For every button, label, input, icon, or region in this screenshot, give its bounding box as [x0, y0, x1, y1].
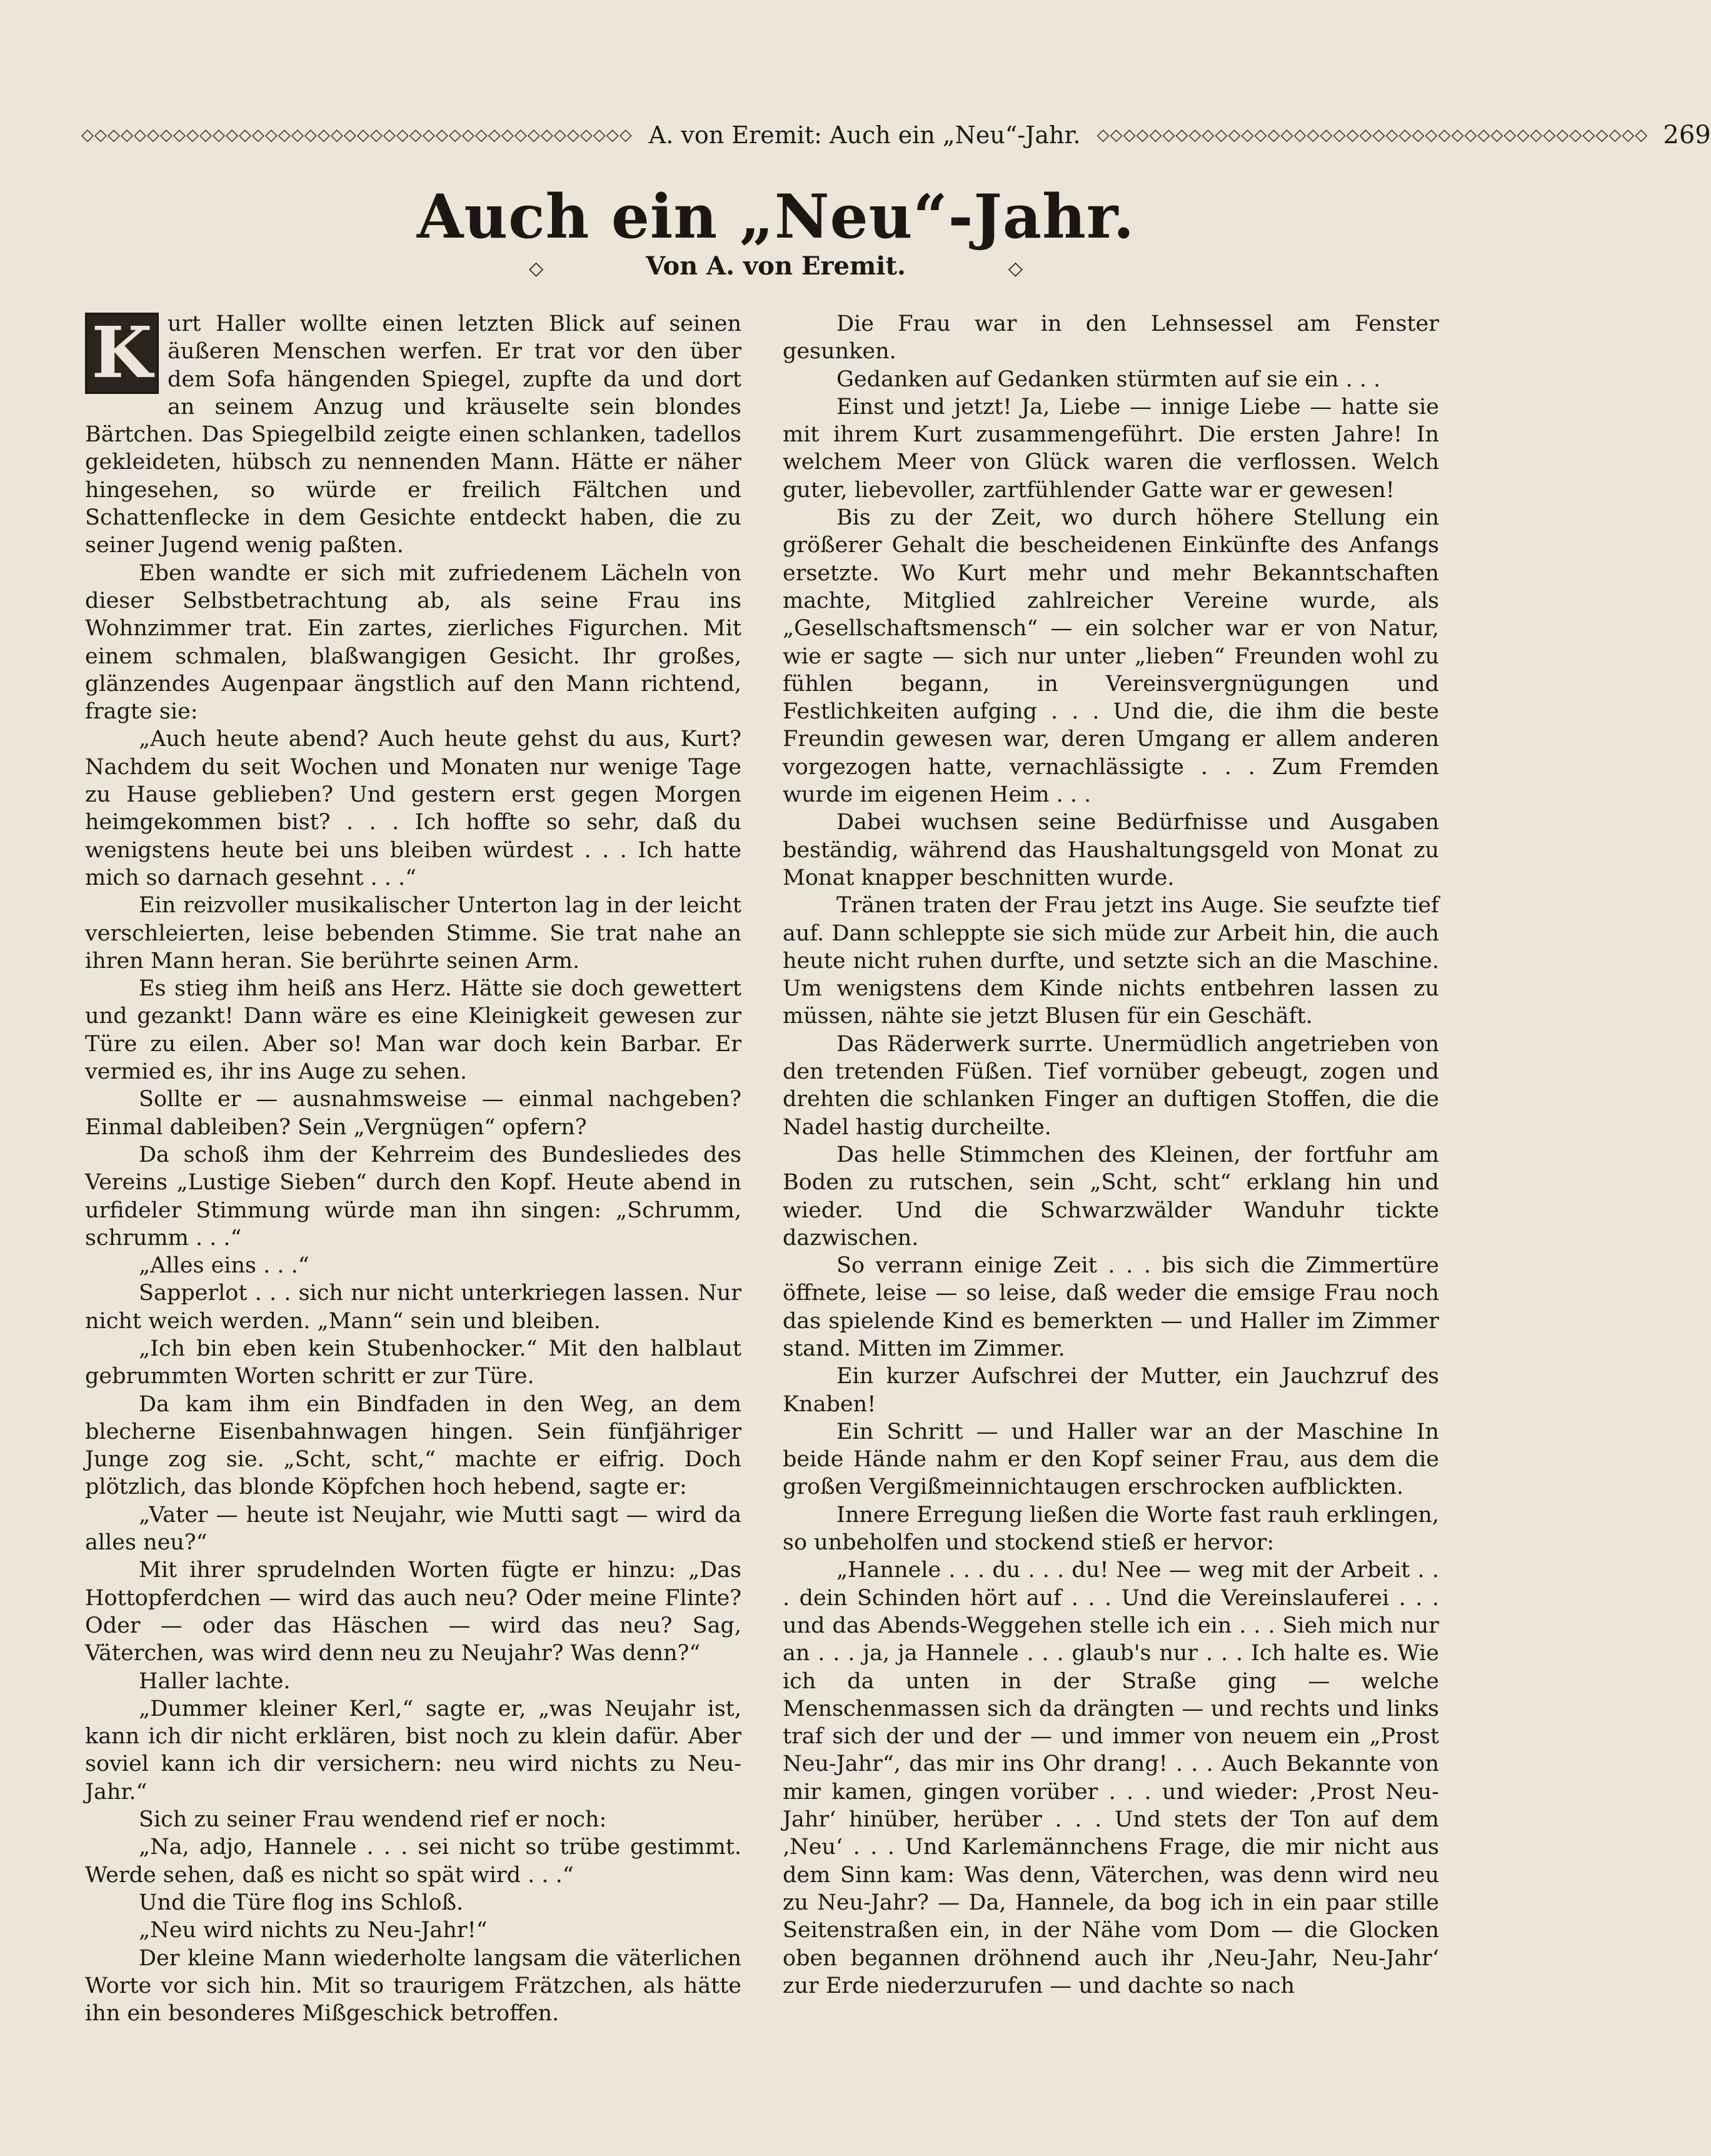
paragraph-text: Eben wandte er sich mit zufriedenem Lächeln von dieser Selbstbetrachtung ab, als seine Frau ins Wohnzimmer trat. Ein zartes, zierliches Figurchen. Mit einem schmalen, blaßwangigen Gesicht. Ihr großes, glänzendes Augenpaar ängstlich auf den Mann richtend, fragte sie:: [85, 560, 741, 725]
paragraph: [783, 393, 1439, 504]
paragraph-text: Sich zu seiner Frau wendend rief er noch:: [139, 1807, 607, 1833]
paragraph: [85, 1556, 741, 1667]
byline-ornament-left: ◇: [529, 258, 544, 280]
paragraph: [783, 1418, 1439, 1501]
paragraph: [783, 310, 1439, 366]
paragraph: [85, 1391, 741, 1501]
paragraph: [85, 1086, 741, 1141]
paragraph: [783, 1252, 1439, 1363]
paragraph-text: So verrann einige Zeit . . . bis sich die Zimmertüre öffnete, leise — so leise, daß weder die emsige Frau noch das spielende Kind es bemerkten — und Haller im Zimmer stand. Mitten im Zimmer.: [783, 1253, 1439, 1361]
paragraph-text: „Ich bin eben kein Stubenhocker.“ Mit den halblaut gebrummten Worten schritt er zur Türe.: [85, 1336, 741, 1389]
paragraph: [85, 1889, 741, 1917]
paragraph: [85, 560, 741, 726]
paragraph-text: Dabei wuchsen seine Bedürfnisse und Ausgaben beständig, während das Haushaltungsgeld von Monat zu Monat knapper beschnitten wurde.: [783, 810, 1439, 890]
paragraph-text: Tränen traten der Frau jetzt ins Auge. Sie seufzte tief auf. Dann schleppte sie sich müde zur Arbeit hin, die auch heute nicht ruhen durfte, und setzte sich an die Maschine. Um wenigstens dem Kinde nichts entbehren lassen zu müssen, nähte sie jetzt Blusen für ein Geschäft.: [783, 893, 1439, 1029]
paragraph: [85, 1501, 741, 1557]
header-ornament-right: ◇◇◇◇◇◇◇◇◇◇◇◇◇◇◇◇◇◇◇◇◇◇◇◇◇◇◇◇◇◇◇◇◇◇◇◇◇◇◇◇◇◇: [1096, 126, 1648, 144]
paragraph-text: urt Haller wollte einen letzten Blick auf seinen äußeren Menschen werfen. Er trat vor den über dem Sofa hängenden Spiegel, zupfte da und dort an seinem Anzug und kräuselte sein blondes Bärtchen. Das Spiegelbild zeigte einen schlanken, tadellos gekleideten, hübsch zu nennenden Mann. Hätte er näher hingesehen, so würde er freilich Fältchen und Schattenflecke in dem Gesichte entdeckt haben, die zu seiner Jugend wenig paßten.: [85, 311, 741, 558]
paragraph: [85, 725, 741, 892]
running-title: A. von Eremit: Auch ein „Neu“-Jahr.: [648, 121, 1081, 149]
paragraph: [85, 975, 741, 1086]
paragraph-text: Sollte er — ausnahmsweise — einmal nachgeben? Einmal dableiben? Sein „Vergnügen“ opfern?: [85, 1087, 741, 1140]
byline-text: Von A. von Eremit.: [646, 251, 906, 281]
paragraph: [85, 1279, 741, 1335]
paragraph-text: „Vater — heute ist Neujahr, wie Mutti sagt — wird da alles neu?“: [85, 1502, 741, 1556]
paragraph: [85, 1945, 741, 2028]
paragraph: [85, 310, 741, 560]
paragraph-text: Haller lachte.: [139, 1668, 291, 1694]
article-title: Auch ein „Neu“-Jahr.: [416, 181, 1135, 252]
paragraph-text: Ein kurzer Aufschrei der Mutter, ein Jauchzruf des Knaben!: [783, 1364, 1439, 1417]
paragraph-text: Das helle Stimmchen des Kleinen, der fortfuhr am Boden zu rutschen, sein „Scht, scht“ erklang hin und wieder. Und die Schwarzwälder Wanduhr tickte dazwischen.: [783, 1142, 1439, 1251]
paragraph: [783, 892, 1439, 1030]
paragraph: [85, 1141, 741, 1252]
paragraph: [783, 1501, 1439, 1557]
paragraph-text: Mit ihrer sprudelnden Worten fügte er hinzu: „Das Hottopferdchen — wird das auch neu? Oder meine Flinte? Oder — oder das Häschen — wird das neu? Sag, Väterchen, was wird denn neu zu Neujahr? Was denn?“: [85, 1558, 741, 1666]
paragraph-text: Und die Türe flog ins Schloß.: [139, 1890, 464, 1915]
right-column: [783, 310, 1439, 2000]
paragraph-text: „Auch heute abend? Auch heute gehst du aus, Kurt? Nachdem du seit Wochen und Monaten nur wenige Tage zu Hause geblieben? Und gestern erst gegen Morgen heimgekommen bist? . . . Ich hoffte so sehr, daß du wenigstens heute bei uns bleiben würdest . . . Ich hatte mich so darnach gesehnt . . .“: [85, 727, 741, 890]
running-header: [81, 118, 1711, 153]
paragraph: [783, 1030, 1439, 1141]
paragraph-text: Sapperlot . . . sich nur nicht unterkriegen lassen. Nur nicht weich werden. „Mann“ sein und bleiben.: [85, 1281, 741, 1334]
drop-cap: K: [85, 313, 159, 394]
paragraph-text: „Alles eins . . .“: [139, 1253, 309, 1279]
paragraph-text: Einst und jetzt! Ja, Liebe — innige Liebe — hatte sie mit ihrem Kurt zusammengeführt. Die ersten Jahre! In welchem Meer von Glück waren die verflossen. Welch guter, liebevoller, zartfühlender Gatte war er gewesen!: [783, 394, 1439, 503]
header-ornament-left: ◇◇◇◇◇◇◇◇◇◇◇◇◇◇◇◇◇◇◇◇◇◇◇◇◇◇◇◇◇◇◇◇◇◇◇◇◇◇◇◇◇◇: [81, 126, 633, 144]
paragraph: [85, 1833, 741, 1889]
paragraph: [85, 1695, 741, 1806]
byline-ornament-right: ◇: [1008, 258, 1023, 280]
paragraph: [783, 366, 1439, 393]
paragraph-text: „Na, adjo, Hannele . . . sei nicht so trübe gestimmt. Werde sehen, daß es nicht so spät wird . . .“: [85, 1835, 741, 1888]
paragraph-text: Ein reizvoller musikalischer Unterton lag in der leicht verschleierten, leise bebenden Stimme. Sie trat nahe an ihren Mann heran. Sie berührte seinen Arm.: [85, 893, 741, 974]
paragraph: [783, 1141, 1439, 1252]
paragraph-text: Das Räderwerk surrte. Unermüdlich angetrieben von den tretenden Füßen. Tief vornüber gebeugt, zogen und drehten die schlanken Finger an duftigen Stoffen, die die Nadel hastig durcheilte.: [783, 1031, 1439, 1140]
paragraph-text: „Dummer kleiner Kerl,“ sagte er, „was Neujahr ist, kann ich dir nicht erklären, bist noch zu klein dafür. Aber soviel kann ich dir versichern: neu wird nichts zu Neu-Jahr.“: [85, 1696, 741, 1805]
paragraph-text: Da kam ihm ein Bindfaden in den Weg, an dem blecherne Eisenbahnwagen hingen. Sein fünfjähriger Junge zog sie. „Scht, scht,“ machte er eifrig. Doch plötzlich, das blonde Köpfchen hoch hebend, sagte er:: [85, 1391, 741, 1500]
paragraph: [783, 1556, 1439, 2000]
paragraph: [783, 504, 1439, 808]
paragraph-text: „Neu wird nichts zu Neu-Jahr!“: [139, 1918, 488, 1943]
paragraph-text: Der kleine Mann wiederholte langsam die väterlichen Worte vor sich hin. Mit so traurigem Frätzchen, als hätte ihn ein besonderes Mißgeschick betroffen.: [85, 1945, 741, 2027]
paragraph: [783, 1363, 1439, 1418]
paragraph: [85, 1252, 741, 1279]
paragraph: [85, 1335, 741, 1391]
paragraph-text: Bis zu der Zeit, wo durch höhere Stellung ein größerer Gehalt die bescheidenen Einkünfte des Anfangs ersetzte. Wo Kurt mehr und mehr Bekanntschaften machte, Mitglied zahlreicher Vereine wurde, als „Gesellschaftsmensch“ — ein solcher war er von Natur, wie er sagte — sich nur unter „lieben“ Freunden wohl zu fühlen begann, in Vereinsvergnügungen und Festlichkeiten aufging . . . Und die, die ihm die beste Freundin gewesen war, deren Umgang er allem anderen vorgezogen hatte, vernachlässigte . . . Zum Fremden wurde im eigenen Heim . . .: [783, 505, 1439, 808]
paragraph: [85, 1917, 741, 1944]
paragraph: [85, 892, 741, 975]
page-number: 269: [1663, 121, 1711, 149]
paragraph: [85, 1668, 741, 1695]
paragraph-text: Innere Erregung ließen die Worte fast rauh erklingen, so unbeholfen und stockend stieß er hervor:: [783, 1502, 1439, 1556]
paragraph-text: Die Frau war in den Lehnsessel am Fenster gesunken.: [783, 311, 1439, 365]
paragraph-text: Es stieg ihm heiß ans Herz. Hätte sie doch gewettert und gezankt! Dann wäre es eine Kleinigkeit gewesen zur Türe zu eilen. Aber so! Man war doch kein Barbar. Er vermied es, ihr ins Auge zu sehen.: [85, 976, 741, 1085]
paragraph-text: Da schoß ihm der Kehrreim des Bundesliedes des Vereins „Lustige Sieben“ durch den Kopf. Heute abend in urfideler Stimmung würde man ihn singen: „Schrumm, schrumm . . .“: [85, 1142, 741, 1251]
paragraph: [85, 1806, 741, 1833]
paragraph-text: Ein Schritt — und Haller war an der Maschine In beide Hände nahm er den Kopf seiner Frau, aus dem die großen Vergißmeinnichtaugen erschrocken aufblickten.: [783, 1419, 1439, 1500]
left-column: [85, 310, 741, 2027]
byline: [0, 251, 1552, 281]
paragraph-text: „Hannele . . . du . . . du! Nee — weg mit der Arbeit . . . dein Schinden hört auf . . . Und die Vereinslauferei . . . und das Abends-Weggehen stelle ich ein . . . Sieh mich nur an . . . ja, ja Hannele . . . glaub's nur . . . Ich halte es. Wie ich da unten in der Straße ging — welche Menschenmassen sich da drängten — und rechts und links traf sich der und der — und immer von neuem ein „Prost Neu-Jahr“, das mir ins Ohr drang! . . . Auch Bekannte von mir kamen, gingen vorüber . . . und wieder: ‚Prost Neu-Jahr‘ hinüber, herüber . . . Und stets der Ton auf dem ‚Neu‘ . . . Und Karlemännchens Frage, die mir nicht aus dem Sinn kam: Was denn, Väterchen, was denn wird neu zu Neu-Jahr? — Da, Hannele, da bog ich in ein paar stille Seitenstraßen ein, in der Nähe vom Dom — die Glocken oben begannen dröhnend auch ihr ‚Neu-Jahr, Neu-Jahr‘ zur Erde niederzurufen — und dachte so nach: [783, 1558, 1439, 1998]
paragraph-text: Gedanken auf Gedanken stürmten auf sie ein . . .: [836, 366, 1381, 392]
paragraph: [783, 808, 1439, 892]
